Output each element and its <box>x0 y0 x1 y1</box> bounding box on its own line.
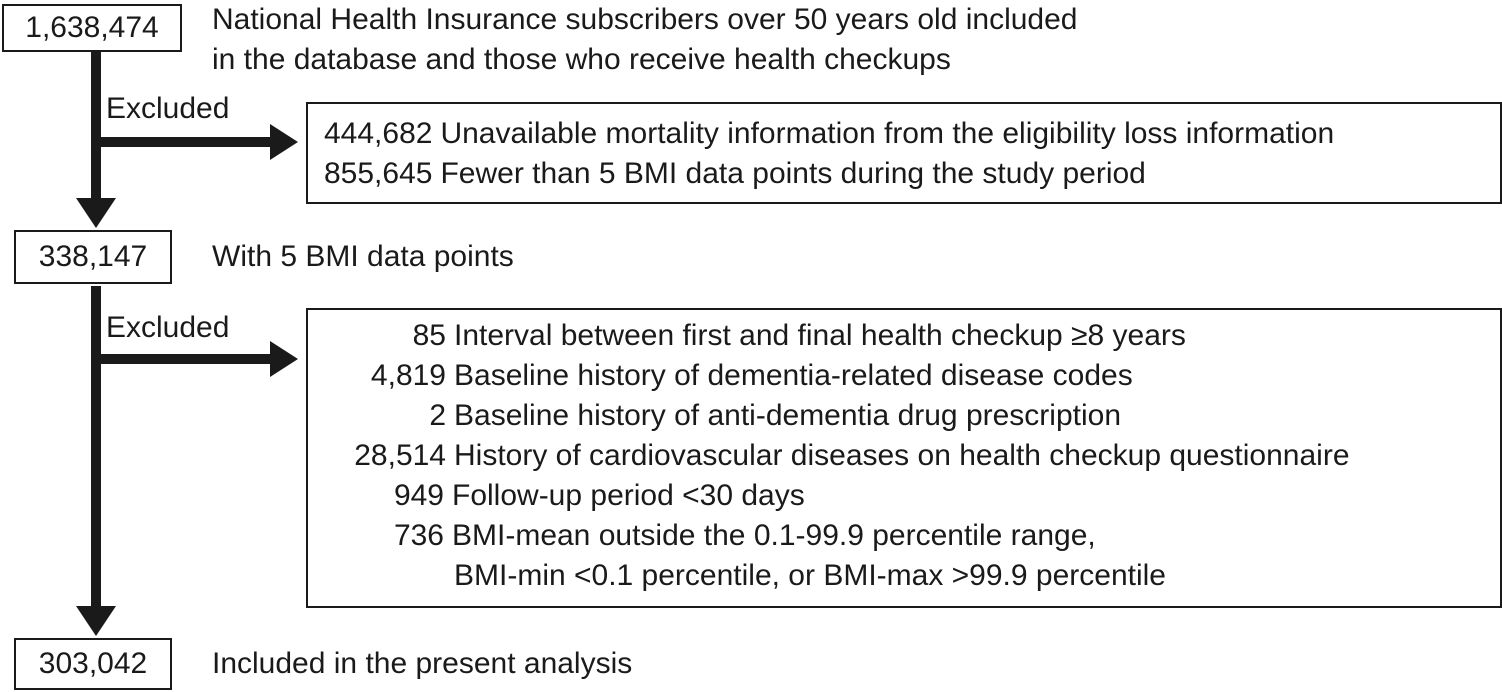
exclusion-reason: BMI-mean outside the 0.1-99.9 percentile range, <box>452 519 1096 552</box>
stage-1-description <box>212 0 1077 80</box>
exclusion-1-label: Excluded <box>106 92 230 125</box>
stage-3-description-line-1: Included in the present analysis <box>212 647 633 680</box>
stage-2-count: 338,147 <box>38 240 148 273</box>
exclusion-2-item <box>308 436 1500 476</box>
exclusion-arrowhead-1 <box>270 124 298 160</box>
exclusion-2-item <box>308 396 1500 436</box>
stage-3-count-box <box>14 638 172 690</box>
exclusion-count: 949 <box>393 479 444 512</box>
exclusion-2-item-continuation <box>308 556 1500 596</box>
exclusion-2-label: Excluded <box>106 311 230 344</box>
exclusion-reason: Fewer than 5 BMI data points during the study period <box>440 157 1146 190</box>
stage-1-description-line-2: in the database and those who receive health checkups <box>212 43 951 76</box>
exclusion-2-item <box>308 356 1500 396</box>
exclusion-reason: History of cardiovascular diseases on health checkup questionnaire <box>454 439 1350 472</box>
exclusion-count: 444,682 <box>324 117 433 150</box>
exclusion-arrowhead-2 <box>270 341 298 377</box>
exclusion-count: 28,514 <box>354 439 446 472</box>
main-arrowhead-2 <box>76 606 116 636</box>
exclusion-count: 2 <box>429 399 446 432</box>
exclusion-1-item <box>324 154 1500 194</box>
exclusion-count: 736 <box>393 519 444 552</box>
exclusion-count: 4,819 <box>370 359 446 392</box>
exclusion-reason: Baseline history of dementia-related disease codes <box>454 359 1133 392</box>
exclusion-count <box>308 556 454 596</box>
exclusion-reason: Interval between first and final health checkup ≥8 years <box>454 319 1186 352</box>
stage-3-description <box>212 644 632 684</box>
exclusion-reason: Follow-up period <30 days <box>452 479 805 512</box>
stage-2-description <box>212 237 514 277</box>
stage-3-count: 303,042 <box>38 647 148 680</box>
main-arrowhead-1 <box>76 198 116 228</box>
exclusion-reason: Unavailable mortality information from the eligibility loss information <box>440 117 1335 150</box>
stage-1-count: 1,638,474 <box>25 11 159 44</box>
stage-1-description-line-1: National Health Insurance subscribers over 50 years old included <box>212 3 1078 36</box>
exclusion-reason: BMI-min <0.1 percentile, or BMI-max >99.9 percentile <box>454 559 1166 592</box>
exclusion-1-item <box>324 114 1500 154</box>
exclusion-count: 855,645 <box>324 157 433 190</box>
exclusion-count: 85 <box>412 319 446 352</box>
stage-2-count-box <box>14 230 172 284</box>
exclusion-2-item <box>308 516 1500 556</box>
stage-1-count-box <box>2 4 182 52</box>
exclusion-reason: Baseline history of anti-dementia drug prescription <box>454 399 1122 432</box>
exclusion-1-box <box>306 102 1502 204</box>
exclusion-2-item <box>308 316 1500 356</box>
exclusion-2-box <box>306 308 1502 608</box>
exclusion-2-item <box>308 476 1500 516</box>
stage-2-description-line-1: With 5 BMI data points <box>212 240 514 273</box>
